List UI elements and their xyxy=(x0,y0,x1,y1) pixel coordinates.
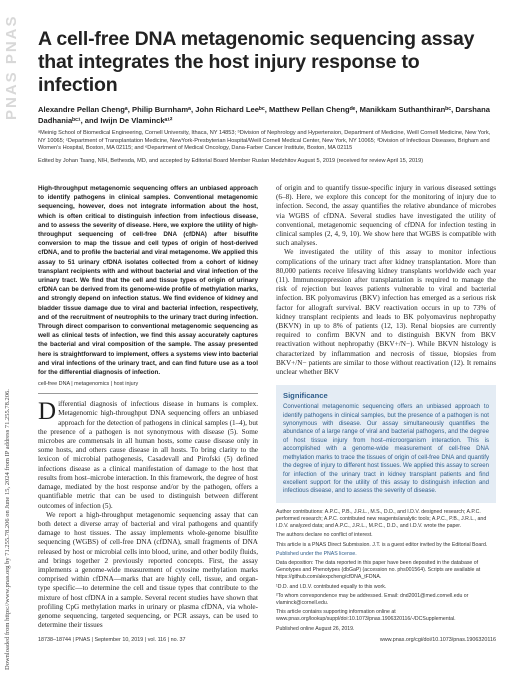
download-note xyxy=(4,340,14,670)
article-page xyxy=(38,28,496,632)
edited-by: Edited by Johan Tsang, NIH, Bethesda, MD, and accepted by Editorial Board Member Ruslan Medzhitov August 5, 2019 (received for review April 15, 2019) xyxy=(38,157,424,164)
pnas-side-text: PNAS PNAS xyxy=(3,14,20,120)
note-item: The authors declare no conflict of interest. xyxy=(276,532,373,539)
intro-paragraph-1-text: ifferential diagnosis of infectious disease in humans is complex. Metagenomic high-throughput DNA sequencing offers an unbiased approach for the detection of pathogens in clinical samples (1–4), but the presence of a pathogen is not synonymous with disease (5). Some microbes are commensals in all human hosts, some cause disease only in some hosts, and others cause disease in all hosts. To bring clarity to the lexicon of microbial pathogenesis, Casadevall and Pirofski (5) defined infections disease as a clinical manifestation of damage to the host that results from host–microbe interaction. In this framework, the degree of host damage, mediated by the host response and/or by the pathogen, offers a quantifiable metric that can be used to distinguish between different outcomes of infection (5). xyxy=(38,400,258,510)
author-list: Alexandre Pellan Chengᵃ, Philip Burnhamᵃ, John Richard Leeᵇᶜ, Matthew Pellan Chengᵈᵉ, Manikkam Suthanthiranᵇᶜ, Darshana Dadhaniaᵇᶜ¹, and Iwijn De Vlaminckᵃ¹² xyxy=(38,105,490,125)
intro-text xyxy=(38,400,258,630)
article-title: A cell-free DNA metagenomic sequencing assay that integrates the host injury response to infection xyxy=(38,28,475,96)
significance-title: Significance xyxy=(283,391,328,401)
article-notes xyxy=(276,509,496,633)
note-item: ²To whom correspondence may be addressed. Email: dnd2001@med.cornell.edu or vlaminck@cornell.edu. xyxy=(276,592,469,606)
right-paragraph-2: We investigated the utility of this assay to monitor infectious complications of the urinary tract after kidney transplantation. More than 80,000 patients receive lifesaving kidney transplants worldwide each year (11). Immunosuppression after transplantation is required to manage the risk of rejection but leaves patients vulnerable to viral and bacterial infection. BK polyomavirus (BKV) infection has emerged as a serious risk factor for allograft survival. BKV reactivation occurs in up to 73% of kidney transplant recipients and leads to BK polyomavirus nephropathy (BKVN) in up to 8% of patients (12, 13). Renal biopsies are currently required to confirm BKVN and to distinguish BKVN from BKV reactivation without nephropathy (BKV+/N−). While BKVN histology is characterized by inflammation and necrosis of tissue, biopsies from BKV+/N− patients are similar to those without reactivation (12). It remains unclear whether BKV xyxy=(276,248,496,377)
note-item: ¹D.D. and I.D.V. contributed equally to this work. xyxy=(276,583,387,590)
affiliations: ᵃMeinig School of Biomedical Engineering, Cornell University, Ithaca, NY 14853; ᵇDivision of Nephrology and Hypertension, Department of Medicine, Weill Cornell Medicine, New York, NY 10065; ᶜDepartment of Transplantation Medicine, NewYork-Presbyterian Hospital/Weill Cornell Medical Center, New York, NY 10065; ᵈDivision of Infectious Diseases, Brigham and Women's Hospital, Boston, MA 02115; and ᵉDepartment of Medical Oncology, Dana-Farber Cancer Institute, Boston, MA 02115 xyxy=(38,130,491,152)
note-item: Author contributions: A.P.C., P.B., J.R.L., M.S., D.D., and I.D.V. designed research; A.P.C. performed research; A.P.C. contributed new reagents/analytic tools; A.P.C., P.B., J.R.L., and I.D.V. analyzed data; and A.P.C., J.R.L., M.P.C., D.D., and I.D.V. wrote the paper. xyxy=(276,508,487,530)
intro-paragraph-2: We report a high-throughput metagenomic sequencing assay that can both detect a diverse array of bacterial and viral pathogens and quantify damage to host tissues. The assay implements whole-genome bisulfite sequencing (WGBS) of cell-free DNA (cfDNA), small fragments of DNA released by host or microbial cells into blood, urine, and other bodily fluids, and brings together 2 previously reported concepts. First, the assay implements a genome-wide measurement of cytosine methylation marks comprised within cfDNA—marks that are highly cell, tissue, and organ-type specific—to determine the cell and tissue types that contribute to the mixture of host cfDNA in a sample. Several recent studies have shown that profiling CpG methylation marks in urinary or plasma cfDNA, via whole-genome sequencing, targeted sequencing, or PCR assays, can be used to determine their tissues xyxy=(38,510,258,630)
note-item: Published online August 26, 2019. xyxy=(276,625,355,632)
right-body-text xyxy=(276,184,496,377)
pnas-side-brand xyxy=(3,10,19,130)
download-note-text: Downloaded from https://www.pnas.org by 71.255.78.206 on June 15, 2024 from IP address 71.255.78.206. xyxy=(4,389,11,670)
abstract: High-throughput metagenomic sequencing offers an unbiased approach to identify pathogens in clinical samples. Conventional metagenomic sequencing, however, does not integrate information about the host, which is often critical to distinguish infection from infectious disease, and to assess the severity of disease. Here, we explore the utility of high-throughput sequencing of cell-free DNA (cfDNA) after bisulfite conversion to map the tissue and cell types of origin of host-derived cfDNA, and to profile the bacterial and viral metagenome. We applied this assay to 51 urinary cfDNA isolates collected from a cohort of kidney transplant recipients with and without bacterial and viral infection of the urinary tract. We find that the cell and tissue types of origin of urinary cfDNA can be derived from its genome-wide profile of methylation marks, and strongly depend on infection status. We find evidence of kidney and bladder tissue damage due to viral and bacterial infection, respectively, and of the recruitment of neutrophils to the urinary tract during infection. Through direct comparison to conventional metagenomic sequencing as well as clinical tests of infection, we find this assay accurately captures the bacterial and viral composition of the sample. The assay presented here is straightforward to implement, offers a systems view into bacterial and viral infections of the urinary tract, and can find future use as a tool for the differential diagnosis of infection. xyxy=(38,185,258,377)
note-item: This article is a PNAS Direct Submission. J.T. is a guest editor invited by the Editorial Board. xyxy=(276,541,488,548)
significance-box xyxy=(276,385,496,502)
significance-text: Conventional metagenomic sequencing offers an unbiased approach to identify pathogens in clinical samples, but the presence of a pathogen is not synonymous with disease. Our assay simultaneously quantifies the abundance of a large range of viral and bacterial pathogens, and the degree of host tissue injury from host–microorganism interaction. This is accomplished with a genome-wide measurement of cell-free DNA methylation marks to trace the tissues of origin of cell-free DNA and quantify the degree of injury to different host tissues. We applied this assay to screen for infection of the urinary tract in kidney transplant patients and find excellent support for the utility of this assay to distinguish infection and infectious disease, and to assess the severity of disease. xyxy=(283,403,489,495)
footer-citation: 18738–18744 | PNAS | September 10, 2019 | vol. 116 | no. 37 xyxy=(38,637,186,643)
right-paragraph-1: of origin and to quantify tissue-specific injury in various diseased settings (6–8). Here, we explore this concept for the monitoring of injury due to infection. Second, the assay quantifies the relative abundance of microbes via WGBS of cfDNA. Several studies have investigated the utility of conventional, metagenomic sequencing of cfDNA for infection testing in clinical samples (2, 4, 9, 10). We show here that WGBS is compatible with such analyses. xyxy=(276,184,496,248)
keywords: cell-free DNA | metagenomics | host injury xyxy=(38,381,139,388)
right-column xyxy=(276,184,496,635)
note-item: This article contains supporting information online at www.pnas.org/lookup/suppl/doi:10.1073/pnas.1906320116/-/DCSupplemental. xyxy=(276,609,456,623)
note-item: Data deposition: The data reported in this paper have been deposited in the database of Genotypes and Phenotypes (dbGaP) (accession no. phs001564). Scripts are available at https://github.com/alexpcheng/cfDNA_tFDNA. xyxy=(276,559,481,581)
left-column xyxy=(38,184,258,630)
drop-cap: D xyxy=(38,398,57,426)
note-item[interactable]: Published under the PNAS license. xyxy=(276,550,357,557)
footer-doi-link[interactable]: www.pnas.org/cgi/doi/10.1073/pnas.1906320116 xyxy=(379,637,496,643)
divider xyxy=(38,393,258,394)
intro-paragraph-1 xyxy=(38,400,258,510)
